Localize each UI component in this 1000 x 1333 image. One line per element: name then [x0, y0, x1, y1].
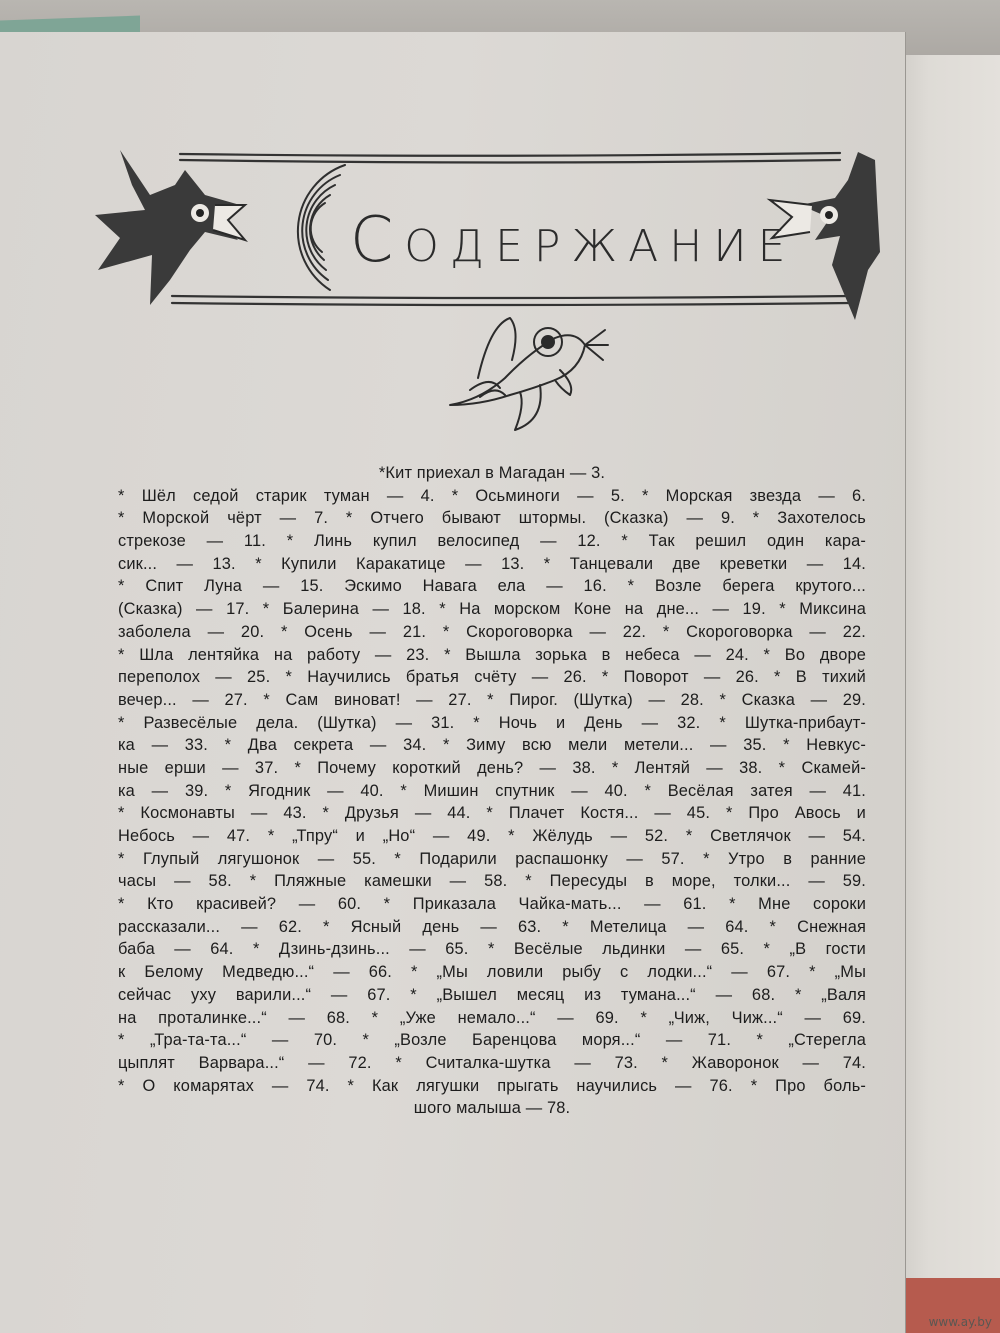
toc-line: ные ерши — 37. * Почему короткий день? — 38. * Лентяй — 38. * Скамей- [118, 758, 866, 777]
toc-line: * Спит Луна — 15. Эскимо Навага ела — 16. * Возле берега крутого... [118, 577, 866, 596]
toc-line: сейчас уху варили...“ — 67. * „Вышел месяц из тумана...“ — 68. * „Валя [118, 985, 866, 1004]
page-title-initial: С [350, 203, 405, 276]
right-bird-body [800, 152, 880, 320]
toc-line: шого малыша — 78. [413, 1099, 571, 1118]
toc-line: * Кто красивей? — 60. * Приказала Чайка-мать... — 61. * Мне сороки [118, 895, 866, 914]
toc-line: сик... — 13. * Купили Каракатице — 13. * Танцевали две креветки — 14. [118, 554, 866, 573]
toc-line: * Развесёлые дела. (Шутка) — 31. * Ночь и День — 32. * Шутка-прибаут- [118, 713, 866, 732]
fish-illustration [450, 318, 608, 430]
toc-line: вечер... — 27. * Сам виноват! — 27. * Пирог. (Шутка) — 28. * Сказка — 29. [118, 690, 866, 709]
toc-line: к Белому Медведю...“ — 66. * „Мы ловили рыбу с лодки...“ — 67. * „Мы [118, 963, 866, 982]
toc-line: переполох — 25. * Научились братья счёту — 26. * Поворот — 26. * В тихий [118, 668, 866, 687]
page-title [350, 203, 796, 276]
toc-line: Небось — 47. * „Тпру“ и „Но“ — 49. * Жёлудь — 52. * Светлячок — 54. [118, 827, 866, 845]
toc-line: ка — 33. * Два секрета — 34. * Зиму всю мели метели... — 35. * Невкус- [118, 736, 866, 755]
toc-line: цыплят Варвара...“ — 72. * Считалка-шутка — 73. * Жаворонок — 74. [118, 1053, 866, 1072]
heading-initial-arcs [298, 165, 345, 290]
toc-line: * Космонавты — 43. * Друзья — 44. * Плачет Костя... — 45. * Про Авось и [118, 804, 866, 823]
table-of-contents [118, 462, 866, 1120]
toc-line: * Глупый лягушонок — 55. * Подарили распашонку — 57. * Утро в ранние [118, 849, 866, 868]
toc-line: рассказали... — 62. * Ясный день — 63. * Метелица — 64. * Снежная [118, 917, 866, 936]
toc-line: на проталинке...“ — 68. * „Уже немало...“ — 69. * „Чиж, Чиж...“ — 69. [118, 1008, 866, 1027]
toc-line: часы — 58. * Пляжные камешки — 58. * Пересуды в море, толки... — 59. [118, 872, 866, 891]
toc-line: * „Тра-та-та...“ — 70. * „Возле Баренцова моря...“ — 71. * „Стерегла [118, 1031, 866, 1050]
toc-line: (Сказка) — 17. * Балерина — 18. * На морском Коне на дне... — 19. * Миксина [118, 600, 866, 619]
watermark: www.ay.by [928, 1315, 992, 1329]
toc-line: баба — 64. * Дзинь-дзинь... — 65. * Весёлые льдинки — 65. * „В гости [118, 940, 866, 959]
page-title-rest: ОДЕРЖАНИЕ [404, 221, 797, 272]
toc-line: ка — 39. * Ягодник — 40. * Мишин спутник — 40. * Весёлая затея — 41. [118, 781, 866, 800]
toc-line: * О комарятах — 74. * Как лягушки прыгать научились — 76. * Про боль- [118, 1076, 866, 1095]
toc-line: * Морской чёрт — 7. * Отчего бывают штормы. (Сказка) — 9. * Захотелось [118, 509, 866, 528]
toc-line: * Шла лентяйка на работу — 23. * Вышла зорька в небеса — 24. * Во дворе [118, 645, 866, 664]
toc-line: * Шёл седой старик туман — 4. * Осьминоги — 5. * Морская звезда — 6. [118, 486, 866, 505]
toc-line: стрекозе — 11. * Линь купил велосипед — 12. * Так решил один кара- [118, 532, 866, 551]
toc-line: *Кит приехал в Магадан — 3. [378, 464, 606, 482]
left-bird-illustration [95, 150, 245, 305]
toc-line: заболела — 20. * Осень — 21. * Скороговорка — 22. * Скороговорка — 22. [118, 622, 866, 641]
